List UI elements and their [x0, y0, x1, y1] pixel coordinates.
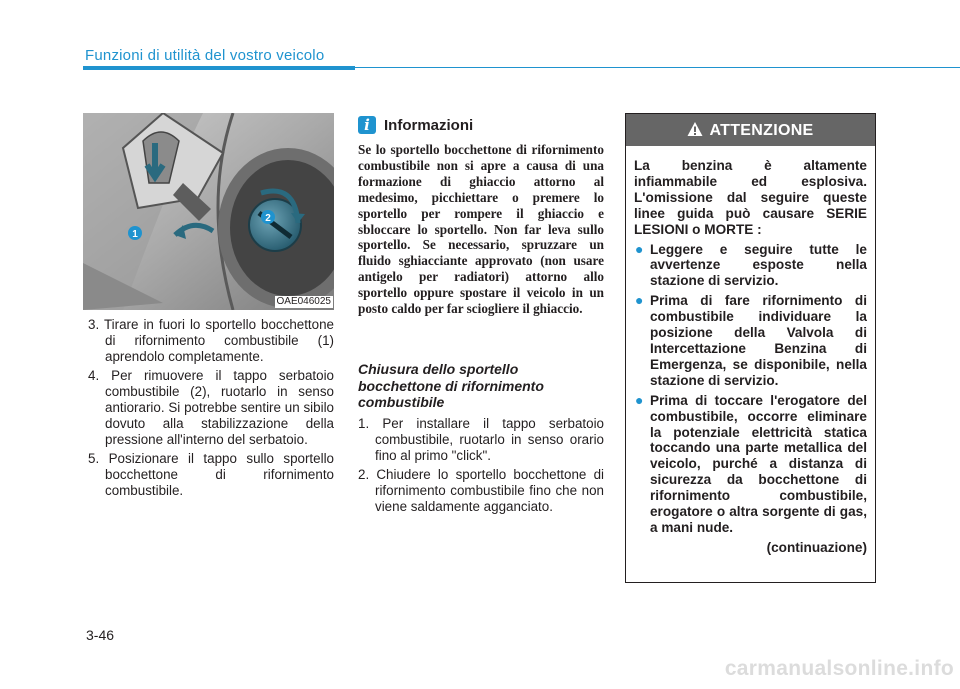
warning-triangle-icon — [687, 121, 703, 137]
info-body: Se lo sportello bocchettone di rifornimento combustibile non si apre a causa di una formazione di ghiaccio attorno al medesimo, picchiettare o premere lo sportello per rompere il ghiaccio e sbloccare lo sportello. Non far leva sullo sportello. Se necessario, spruzzare un fluido sghiacciante approvato (non usare antigelo per radiatori) attorno allo sportello oppure spostare il veicolo in un posto caldo per far sciogliere il ghiaccio. — [358, 142, 604, 317]
callout-1-label: 1 — [132, 229, 138, 240]
warning-bullet: ● Prima di fare rifornimento di combustibile individuare la posizione della Valvola di Intercettazione Benzina di Emergenza, se disponibile, nella stazione di servizio. — [635, 292, 867, 388]
warning-title: ATTENZIONE — [709, 122, 814, 139]
warning-bullet: ● Leggere e seguire tutte le avvertenze esposte nella stazione di servizio. — [635, 240, 867, 289]
warning-bullet: ● Prima di toccare l'erogatore del combustibile, occorre eliminare la potenziale elettricità statica toccando una parte metallica del veicolo, purché a distanza di sicurezza da bocchettone di rifornimento combustibile, erogatore o altra sorgente di gas, a mani nude. — [635, 391, 867, 535]
info-title: Informazioni — [384, 117, 474, 134]
header-accent-bar — [83, 66, 355, 70]
step-3: 3. Tirare in fuori lo sportello bocchettone di rifornimento combustibile (1) aprendolo completamente. — [88, 317, 334, 364]
page-header-title: Funzioni di utilità del vostro veicolo — [85, 47, 325, 64]
closing-step-1: 1. Per installare il tappo serbatoio combustibile, ruotarlo in senso orario fino al primo "click". — [358, 416, 604, 463]
bullet-dot-icon: ● — [635, 391, 644, 408]
warning-content — [626, 146, 875, 556]
header-rule — [355, 67, 960, 68]
closing-steps — [358, 416, 604, 519]
step-5: 5. Posizionare il tappo sullo sportello bocchettone di rifornimento combustibile. — [88, 451, 334, 498]
closing-section-title: Chiusura dello sportello bocchettone di rifornimento combustibile — [358, 361, 544, 410]
left-steps — [88, 317, 334, 503]
warning-continuation: (continuazione) — [766, 539, 867, 555]
warning-box — [625, 113, 876, 583]
page-number: 3-46 — [86, 627, 115, 643]
callout-2-label: 2 — [265, 213, 271, 224]
bullet-dot-icon: ● — [635, 240, 644, 257]
watermark: carmanualsonline.info — [724, 657, 954, 680]
fuel-door-illustration — [83, 113, 334, 310]
warning-intro: La benzina è altamente infiammabile ed esplosiva. L'omissione dal seguire queste linee guida può causare SERIE LESIONI o MORTE : — [634, 158, 867, 237]
warning-header — [626, 114, 875, 146]
closing-step-2: 2. Chiudere lo sportello bocchettone di rifornimento combustibile fino che non viene saldamente agganciato. — [358, 467, 604, 514]
fuel-door-photo — [83, 113, 334, 310]
figure-code: OAE046025 — [276, 296, 331, 307]
step-4: 4. Per rimuovere il tappo serbatoio combustibile (2), ruotarlo in senso antiorario. Si potrebbe sentire un sibilo dovuto alla stabilizzazione della pressione all'interno del serbatoio. — [88, 368, 334, 447]
info-icon: i — [358, 116, 376, 134]
bullet-dot-icon: ● — [635, 292, 644, 309]
